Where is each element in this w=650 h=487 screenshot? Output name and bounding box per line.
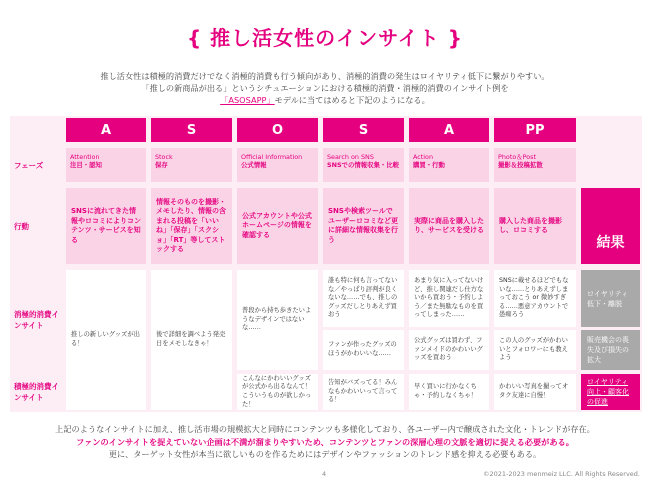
action-cell: 購入した商品を撮影し、ロコミする <box>494 188 576 264</box>
insight-cell: この人のグッズがかわいいとフォロワーにも教えよう <box>494 330 576 370</box>
phase-cell <box>237 148 318 182</box>
intro-line-1: 推し活女性は積極的消費だけでなく消極的消費も行う傾向があり、消極的消費の発生はロイヤリティ低下に繋がりやすい。 <box>100 71 550 81</box>
phase-en: Action <box>413 153 434 161</box>
row-label-phase: フェーズ <box>14 160 44 170</box>
action-cell: 情報そのものを撮影・メモしたり、情報の含まれる投稿を「いいね」「保存」「スクショ」「RT」等してストックする <box>151 188 232 264</box>
row-label-passive: 消極的消費インサイト <box>14 310 59 330</box>
intro-line-3-rest: モデルに当てはめると下記のようになる。 <box>274 95 430 105</box>
action-cell: SNSや検索ツールでユーザーロコミなど更に詳細な情報収集を行う <box>323 188 404 264</box>
action-cell: 公式アカウントや公式ホームページの情報を確認する <box>237 188 318 264</box>
phase-en: Search on SNS <box>327 153 374 161</box>
column-header-pp: PP <box>494 118 576 142</box>
insight-cell: あまり気に入ってないけど、推し関連だし仕方ないから買おう・予約しよう／また無駄なものを買ってしまった…… <box>409 270 489 327</box>
insight-cell: 公式グッズは買わず、ファンメイドのかわいいグッズを買おう <box>409 330 489 370</box>
result-loyalty-up: ロイヤリティ向上・顧客化の促進 <box>581 374 640 410</box>
phase-ja: 注目・認知 <box>70 161 102 169</box>
insight-cell: 早く買いに行かなくちゃ・予約しなくちゃ！ <box>409 374 489 410</box>
phase-cell <box>409 148 489 182</box>
page-number: 4 <box>322 470 327 478</box>
summary-line-1: 上記のようなインサイトに加え、推し活市場の規模拡大と同時にコンテンツも多様化しており、各ユーザー内で醸成された文化・トレンドが存在。 <box>55 424 595 434</box>
insight-cell: SNSに載せるほどでもないな……とりあえずしまっておこう or 微妙すぎる……悪意アカウントで愚痴ろう <box>494 270 576 327</box>
phase-ja: 撮影＆投稿拡散 <box>498 161 543 169</box>
copyright: ©2021-2023 menmeiz LLC. All Rights Reserved. <box>483 470 640 478</box>
column-header-o: O <box>237 118 318 142</box>
result-sales-loss: 販売機会の喪失及び損失の拡大 <box>581 330 640 370</box>
intro-line-2: 「推しの新商品が出る」というシチュエーションにおける積極的消費・消極的消費のインサイト例を <box>141 83 509 93</box>
insight-cell: 普段から持ち歩きたいようなデザインではないな…… <box>237 270 318 370</box>
insight-cell: 告知がバズってる！みんなもかわいいって言ってる！ <box>323 374 404 410</box>
action-cell: SNSに流れてきた情報やロコミによりコンテンツ・サービスを知る <box>66 188 146 264</box>
model-name: 「ASOSAPP」 <box>220 95 275 105</box>
summary-line-3: 更に、ターゲット女性が本当に欲しいものを作るためにはデザインやファッションのトレンド感を抑える必要もある。 <box>108 449 542 459</box>
phase-en: Stock <box>155 153 173 161</box>
intro-text <box>0 70 650 106</box>
phase-cell <box>66 148 146 182</box>
phase-en: Attention <box>70 153 100 161</box>
phase-ja: 保存 <box>155 161 168 169</box>
summary-line-2: ファンのインサイトを捉えていない企画は不満が溜まりやすいため、コンテンツとファンの深層心理の文脈を適切に捉える必要がある。 <box>76 436 574 447</box>
insight-cell: ファンが作ったグッズのほうがかわいいな…… <box>323 330 404 370</box>
insight-cell: かわいい写真を撮ってオタク友達に自慢！ <box>494 374 576 410</box>
insight-cell: 後で詳細を調べよう発売日をメモしなきゃ！ <box>151 270 232 410</box>
phase-ja: SNSでの情報収集・比較 <box>327 161 400 169</box>
action-cell: 実際に商品を購入したり、サービスを受ける <box>409 188 489 264</box>
phase-cell <box>494 148 576 182</box>
phase-ja: 購買・行動 <box>413 161 445 169</box>
insight-cell: 誰も特に何も言ってないな／やっぱり評判が良くないな……でも、推しのグッズだしとりあえず買おう <box>323 270 404 327</box>
row-label-active: 積極的消費インサイト <box>14 382 59 402</box>
result-loyalty-down: ロイヤリティ低下・離脱 <box>581 270 640 327</box>
phase-ja: 公式情報 <box>241 161 267 169</box>
insight-cell: 推しの新しいグッズが出る！ <box>66 270 146 410</box>
phase-en: Photo＆Post <box>498 153 536 161</box>
page-title: { 推し活女性のインサイト } <box>186 26 463 50</box>
phase-cell <box>323 148 404 182</box>
phase-cell <box>151 148 232 182</box>
column-header-a: A <box>66 118 146 142</box>
summary-text <box>0 423 650 461</box>
result-header: 結果 <box>581 188 640 264</box>
row-label-action: 行動 <box>14 221 29 231</box>
intro-line-3 <box>0 94 650 106</box>
phase-en: Official Information <box>241 153 303 161</box>
column-header-s2: S <box>323 118 404 142</box>
asosapp-table <box>10 116 642 412</box>
column-header-s1: S <box>151 118 232 142</box>
column-header-a2: A <box>409 118 489 142</box>
insight-cell: こんなにかわいいグッズが公式から出るなんて！こういうものが欲しかった！ <box>237 374 318 410</box>
